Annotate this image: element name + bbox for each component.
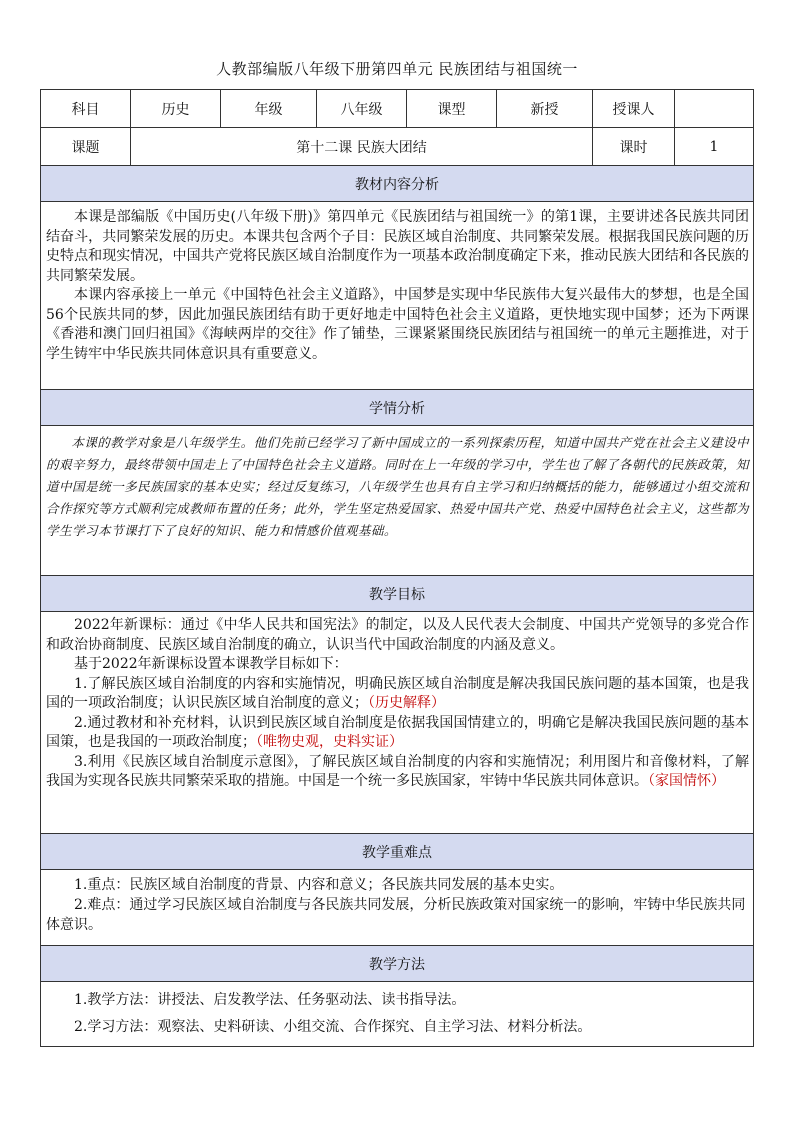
student-analysis-content [41, 426, 754, 576]
student-analysis-header: 学情分析 [41, 390, 754, 426]
teacher-label: 授课人 [593, 90, 675, 128]
document-title: 人教部编版八年级下册第四单元 民族团结与祖国统一 [216, 60, 578, 78]
objective-2: 2.通过教材和补充材料，认识到民族区域自治制度是依据我国国情建立的，明确它是解决我国民族问题的基本国策，也是我国的一项政治制度；（唯物史观，史料实证） [46, 714, 749, 750]
objectives-content [41, 612, 754, 834]
objective-3-literacy-tag: （家国情怀） [648, 773, 725, 789]
key-points-header: 教学重难点 [41, 834, 754, 870]
hours-label: 课时 [593, 128, 675, 166]
topic-value: 第十二课 民族大团结 [131, 128, 593, 166]
teacher-value [675, 90, 754, 128]
key-point: 1.重点：民族区域自治制度的背景、内容和意义；各民族共同发展的基本史实。 [74, 877, 564, 893]
lesson-type-value: 新授 [497, 90, 593, 128]
textbook-paragraph-1: 本课是部编版《中国历史(八年级下册)》第四单元《民族团结与祖国统一》的第1课，主要讲述各民族共同团结奋斗，共同繁荣发展的历史。本课共包含两个子目：民族区域自治制度、共同繁荣发展。根据我国民族问题的历史特点和现实情况，中国共产党将民族区域自治制度作为一项基本政治制度确定下来，推动民族大团结和各民族的共同繁荣发展。 [46, 209, 749, 284]
difficult-point: 2.难点：通过学习民族区域自治制度与各民族共同发展，分析民族政策对国家统一的影响，牢铸中华民族共同体意识。 [46, 897, 746, 933]
textbook-analysis-content [41, 202, 754, 390]
lesson-type-label: 课型 [407, 90, 497, 128]
lesson-plan-table [40, 89, 754, 1047]
topic-label: 课题 [41, 128, 131, 166]
subject-label: 科目 [41, 90, 131, 128]
grade-label: 年级 [221, 90, 317, 128]
objective-standard: 2022年新课标：通过《中华人民共和国宪法》的制定，以及人民代表大会制度、中国共产党领导的多党合作和政治协商制度、民族区域自治制度的确立，认识当代中国政治制度的内涵及意义。 [46, 617, 749, 653]
objective-2-literacy-tag: （唯物史观，史料实证） [256, 734, 403, 750]
objectives-header: 教学目标 [41, 576, 754, 612]
student-paragraph: 本课的教学对象是八年级学生。他们先前已经学习了新中国成立的一系列探索历程，知道中国共产党在社会主义建设中的艰辛努力，最终带领中国走上了中国特色社会主义道路。同时在上一年级的学习中，学生也了解了各朝代的民族政策，知道中国是统一多民族国家的基本史实；经过反复练习，八年级学生也具有自主学习和归纳概括的能力，能够通过小组交流和合作探究等方式顺利完成教师布置的任务；此外，学生坚定热爱国家、热爱中国共产党、热爱中国特色社会主义，这些都为学生学习本节课打下了良好的知识、能力和情感价值观基础。 [46, 435, 749, 538]
objective-1: 1.了解民族区域自治制度的内容和实施情况，明确民族区域自治制度是解决我国民族问题的基本国策，也是我国的一项政治制度；认识民族区域自治制度的意义；（历史解释） [46, 675, 749, 711]
objective-intro: 基于2022年新课标设置本课教学目标如下： [74, 656, 348, 672]
hours-value: 1 [675, 128, 754, 166]
objective-1-literacy-tag: （历史解释） [368, 695, 445, 711]
methods-content [41, 982, 754, 1047]
teaching-methods: 1.教学方法：讲授法、启发教学法、任务驱动法、读书指导法。 [74, 992, 466, 1008]
textbook-analysis-header: 教材内容分析 [41, 166, 754, 202]
textbook-paragraph-2: 本课内容承接上一单元《中国特色社会主义道路》，中国梦是实现中华民族伟大复兴最伟大的梦想，也是全国56个民族共同的梦，因此加强民族团结有助于更好地走中国特色社会主义道路，更快地实现中国梦；还为下两课《香港和澳门回归祖国》《海峡两岸的交往》作了铺垫，三课紧紧围绕民族团结与祖国统一的单元主题推进，对于学生铸牢中华民族共同体意识具有重要意义。 [46, 287, 749, 362]
grade-value: 八年级 [317, 90, 407, 128]
key-points-content [41, 870, 754, 946]
methods-header: 教学方法 [41, 946, 754, 982]
info-row-2 [41, 128, 754, 166]
subject-value: 历史 [131, 90, 221, 128]
objective-3: 3.利用《民族区域自治制度示意图》，了解民族区域自治制度的内容和实施情况；利用图片和音像材料，了解我国为实现各民族共同繁荣采取的措施。中国是一个统一多民族国家，牢铸中华民族共同体意识。（家国情怀） [46, 753, 749, 789]
learning-methods: 2.学习方法：观察法、史料研读、小组交流、合作探究、自主学习法、材料分析法。 [74, 1019, 592, 1035]
info-row-1 [41, 90, 754, 128]
